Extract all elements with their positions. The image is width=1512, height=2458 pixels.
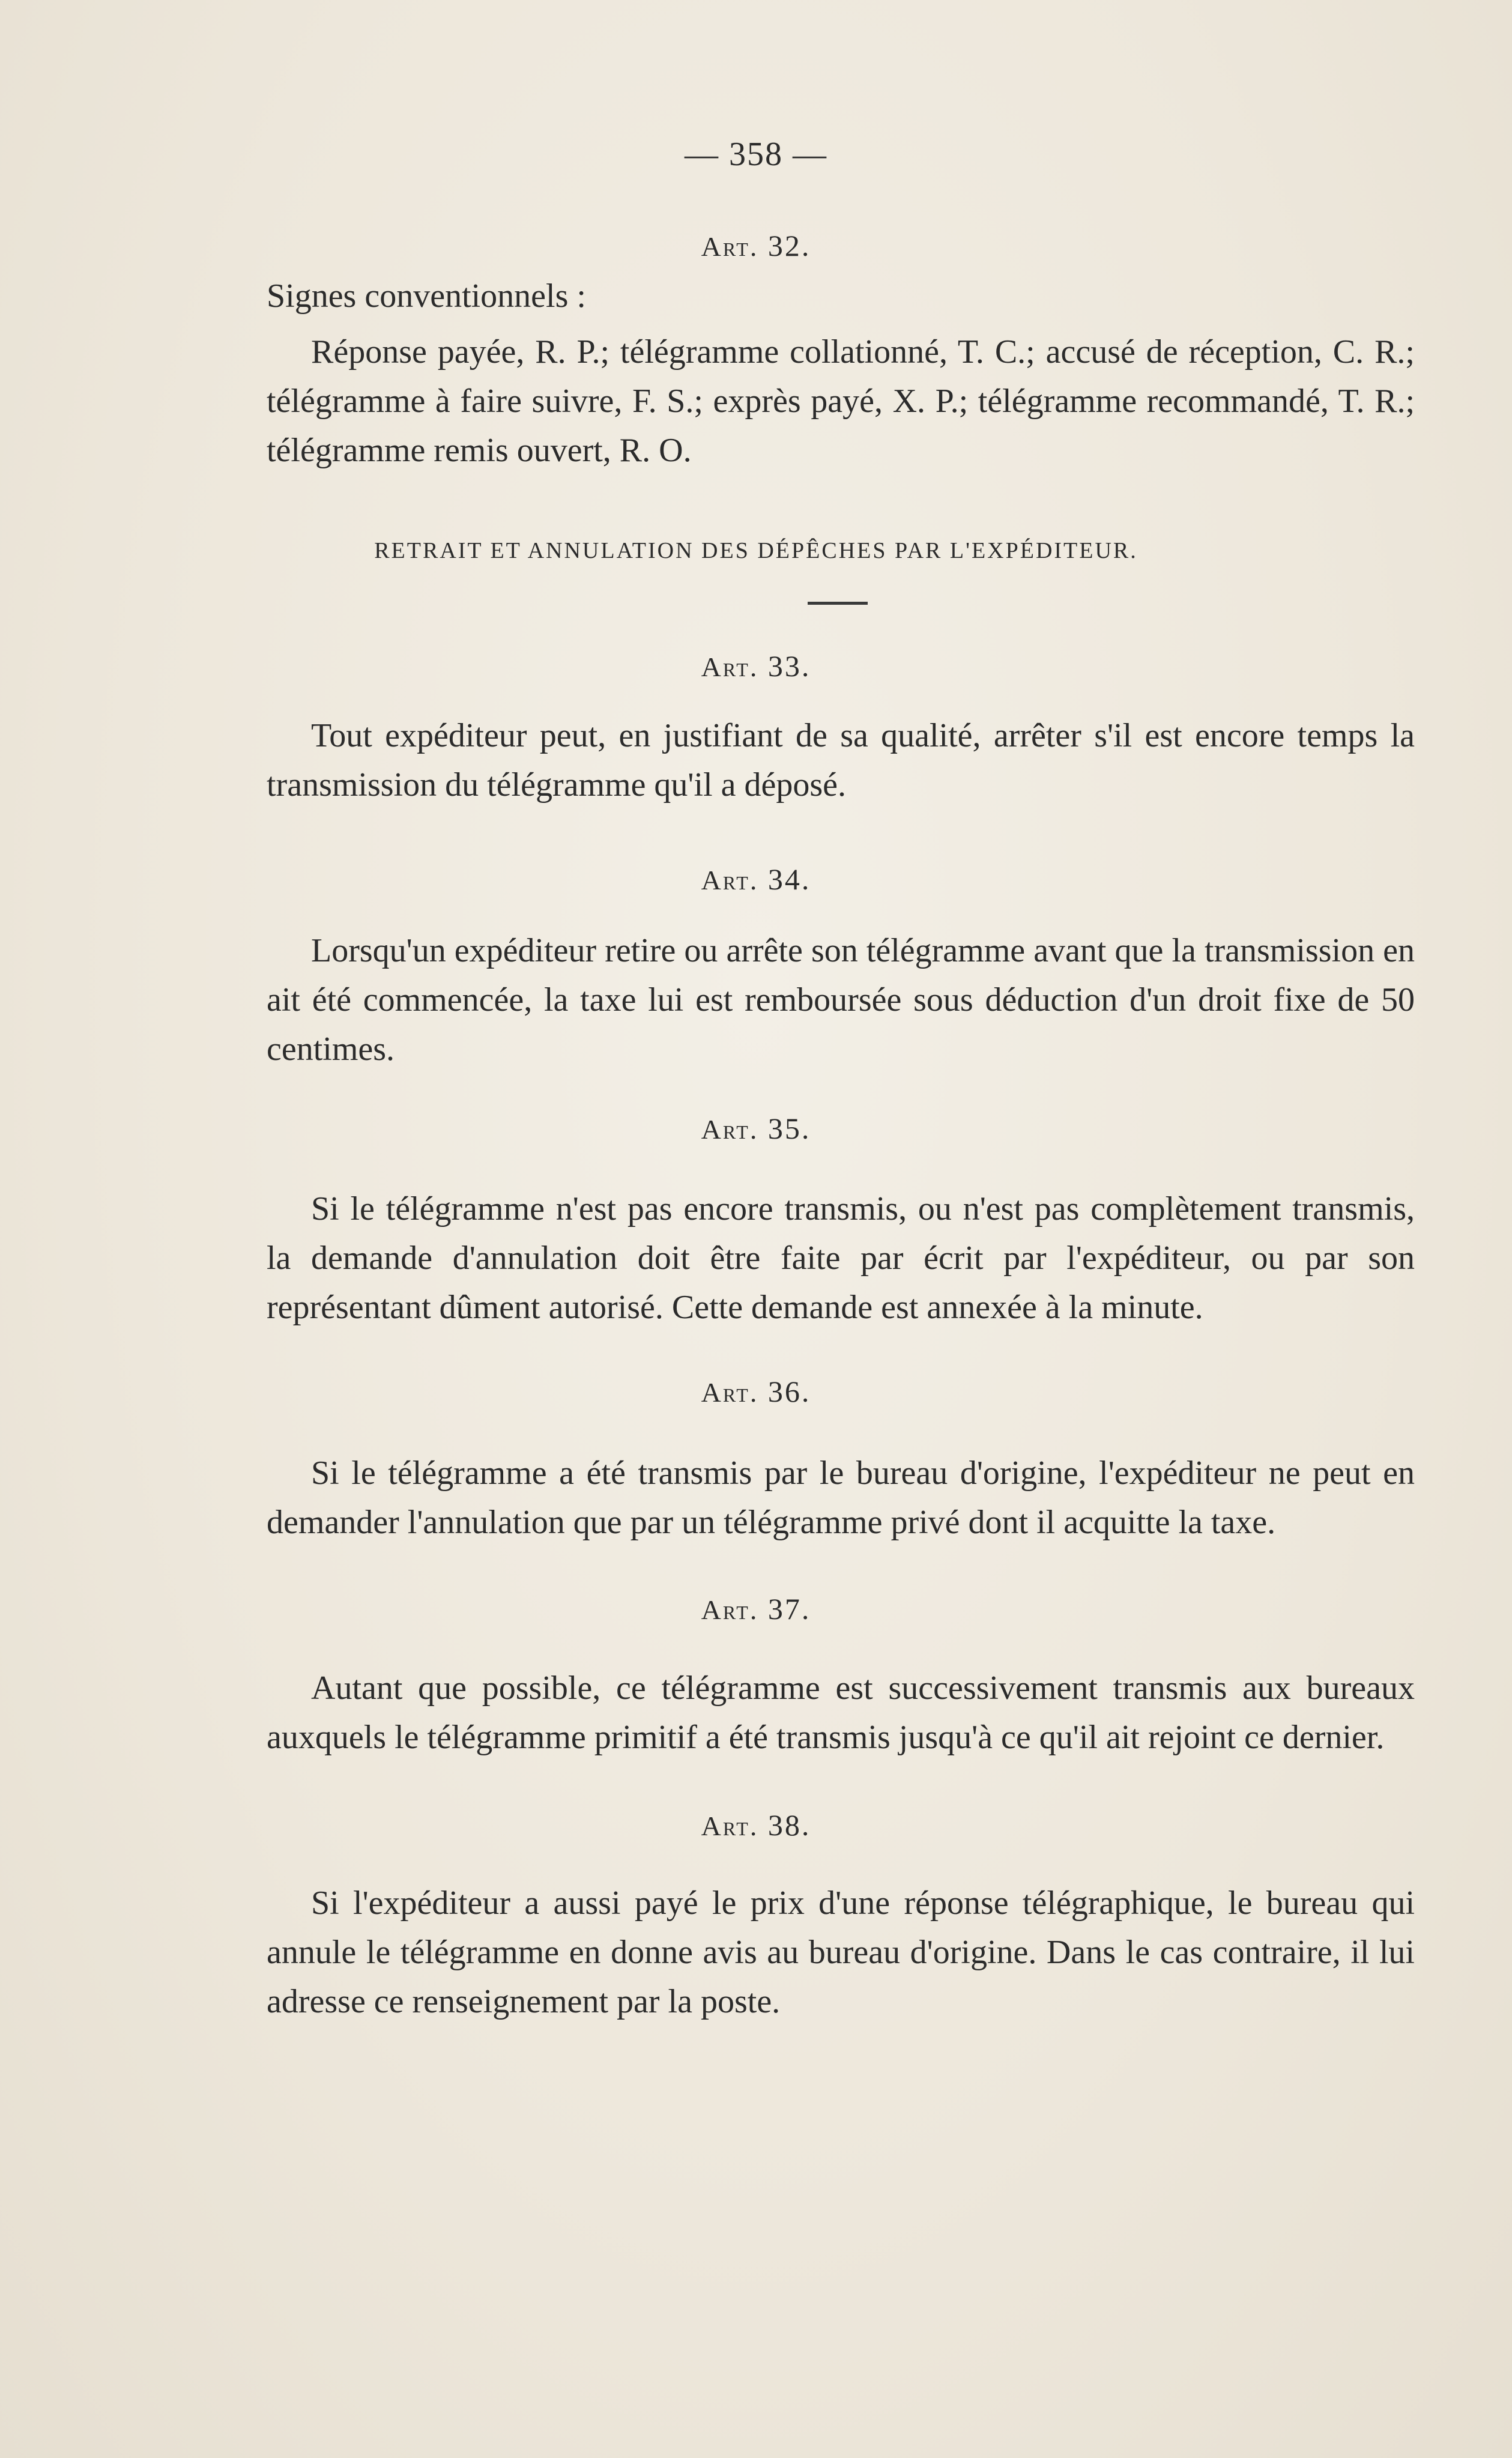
article-heading-33 <box>0 649 1512 683</box>
article-heading-34 <box>0 862 1512 897</box>
article-label: Art. <box>701 1377 759 1408</box>
article-label: Art. <box>701 1114 759 1145</box>
article-label: Art. <box>701 1811 759 1841</box>
paragraph-article-38: Si l'expéditeur a aussi payé le prix d'une réponse télégraphique, le bureau qui annule le télégramme en donne avis au bureau d'origine. Dans le cas contraire, il lui adresse ce renseignement par la poste. <box>267 1884 1415 2020</box>
article-number: 33. <box>767 649 811 683</box>
page-number: — 358 — <box>685 136 827 173</box>
article-number: 34. <box>767 862 811 896</box>
article-label: Art. <box>701 231 759 262</box>
paragraph-article-37: Autant que possible, ce télégramme est successivement transmis aux bureaux auxquels le télégramme primitif a été transmis jusqu'à ce qu'il ait rejoint ce dernier. <box>267 1669 1415 1756</box>
paragraph-article-33: Tout expéditeur peut, en justifiant de sa qualité, arrêter s'il est encore temps la transmission du télégramme qu'il a déposé. <box>267 717 1415 804</box>
section-title: RETRAIT ET ANNULATION DES DÉPÊCHES PAR L'EXPÉDITEUR. <box>374 538 1138 563</box>
article-number: 35. <box>767 1112 811 1145</box>
section-rule <box>808 602 868 605</box>
article-number: 38. <box>767 1808 811 1842</box>
paragraph-signes: Signes conventionnels : <box>267 277 586 315</box>
article-heading-35 <box>0 1111 1512 1146</box>
article-label: Art. <box>701 1594 759 1625</box>
article-label: Art. <box>701 652 759 682</box>
article-number: 37. <box>767 1592 811 1626</box>
article-label: Art. <box>701 865 759 895</box>
paragraph-article-36: Si le télégramme a été transmis par le bureau d'origine, l'expéditeur ne peut en demander l'annulation que par un télégramme privé dont il acquitte la taxe. <box>267 1455 1415 1541</box>
article-heading-38 <box>0 1808 1512 1842</box>
article-heading-32 <box>0 228 1512 263</box>
paragraph-article-32: Réponse payée, R. P.; télégramme collationné, T. C.; accusé de réception, C. R.; télégramme à faire suivre, F. S.; exprès payé, X. P.; télégramme recommandé, T. R.; télégramme remis ouvert, R. O. <box>267 333 1415 469</box>
article-heading-36 <box>0 1374 1512 1409</box>
paragraph-article-35: Si le télégramme n'est pas encore transmis, ou n'est pas complètement transmis, la demande d'annulation doit être faite par écrit par l'expéditeur, ou par son représentant dûment autorisé. Cette demande est annexée à la minute. <box>267 1190 1415 1326</box>
paragraph-article-34: Lorsqu'un expéditeur retire ou arrête son télégramme avant que la transmission en ait été commencée, la taxe lui est remboursée sous déduction d'un droit fixe de 50 centimes. <box>267 932 1415 1068</box>
article-number: 36. <box>767 1375 811 1408</box>
article-heading-37 <box>0 1591 1512 1626</box>
article-number: 32. <box>767 229 811 262</box>
